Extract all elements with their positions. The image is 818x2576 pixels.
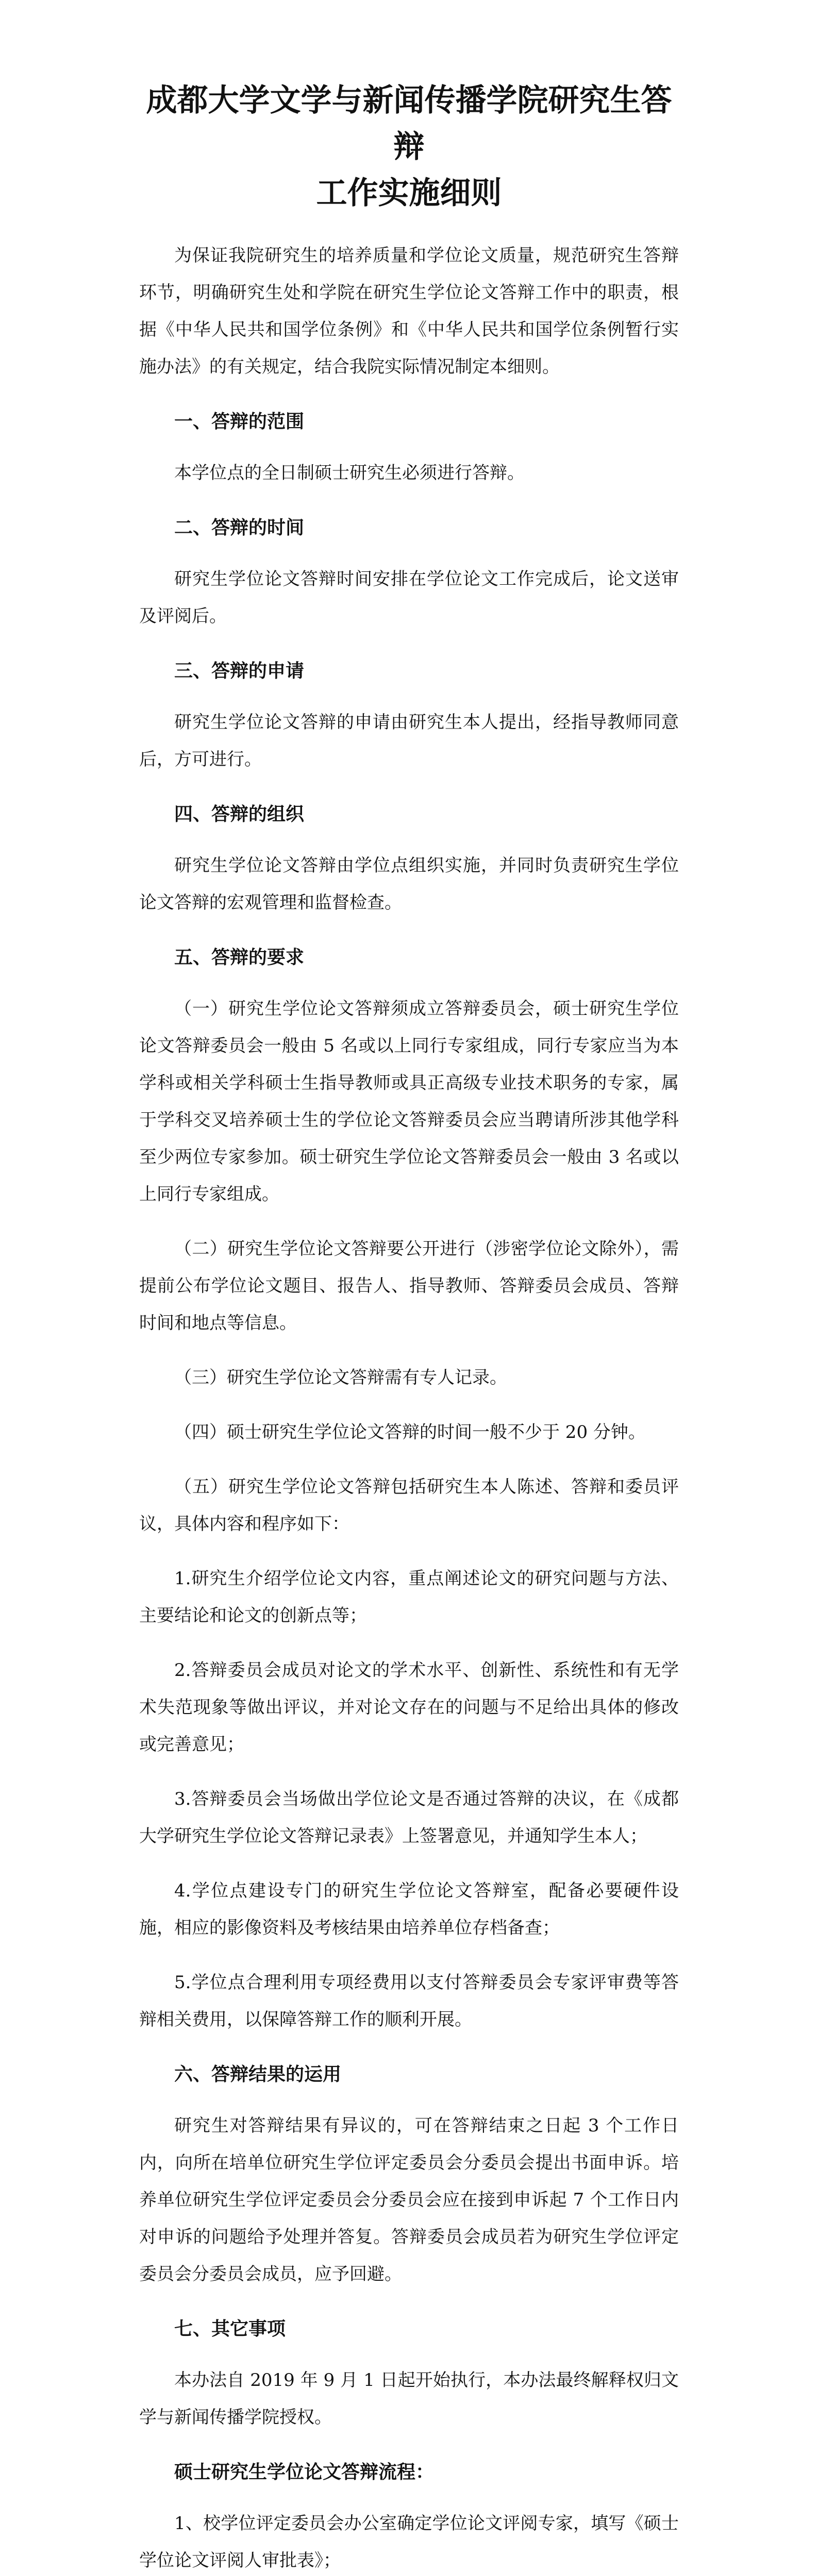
requirement-item: （一）研究生学位论文答辩须成立答辩委员会，硕士研究生学位论文答辩委员会一般由 5 名或以上同行专家组成，同行专家应当为本学科或相关学科硕士生指导教师或具正高级专业技术职务的专家，属于学科交叉培养硕士生的学位论文答辩委员会应当聘请所涉其他学科至少两位专家参加。硕士研究生学位论文答辩委员会一般由 3 名或以上同行专家组成。: [139, 998, 679, 1205]
intro-paragraph: 为保证我院研究生的培养质量和学位论文质量，规范研究生答辩环节，明确研究生处和学院在研究生学位论文答辩工作中的职责，根据《中华人民共和国学位条例》和《中华人民共和国学位条例暂行实施办法》的有关规定，结合我院实际情况制定本细则。: [139, 245, 679, 377]
section-body-application: 研究生学位论文答辩的申请由研究生本人提出，经指导教师同意后，方可进行。: [139, 712, 679, 770]
procedure-step: 4.学位点建设专门的研究生学位论文答辩室，配备必要硬件设施，相应的影像资料及考核结果由培养单位存档备查；: [139, 1880, 679, 1938]
section-heading-scope: 一、答辩的范围: [174, 411, 305, 432]
procedure-step: 2.答辩委员会成员对论文的学术水平、创新性、系统性和有无学术失范现象等做出评议，并对论文存在的问题与不足给出具体的修改或完善意见；: [139, 1660, 679, 1755]
section-heading-requirements: 五、答辩的要求: [174, 946, 305, 968]
section-body-scope: 本学位点的全日制硕士研究生必须进行答辩。: [174, 463, 525, 483]
section-body-organization: 研究生学位论文答辩由学位点组织实施，并同时负责研究生学位论文答辩的宏观管理和监督检查。: [139, 855, 679, 913]
requirement-item: （二）研究生学位论文答辩要公开进行（涉密学位论文除外），需提前公布学位论文题目、报告人、指导教师、答辩委员会成员、答辩时间和地点等信息。: [139, 1239, 679, 1333]
procedure-step: 3.答辩委员会当场做出学位论文是否通过答辩的决议，在《成都大学研究生学位论文答辩记录表》上签署意见，并通知学生本人；: [139, 1789, 679, 1846]
section-heading-other: 七、其它事项: [174, 2318, 286, 2340]
flow-heading: 硕士研究生学位论文答辩流程：: [174, 2461, 435, 2483]
document-title: [139, 77, 679, 216]
section-body-time: 研究生学位论文答辩时间安排在学位论文工作完成后，论文送审及评阅后。: [139, 569, 679, 626]
requirement-item: （四）硕士研究生学位论文答辩的时间一般不少于 20 分钟。: [174, 1422, 646, 1443]
section-heading-organization: 四、答辩的组织: [174, 803, 305, 825]
section-body-results: 研究生对答辩结果有异议的，可在答辩结束之日起 3 个工作日内，向所在培单位研究生学位评定委员会分委员会提出书面申诉。培养单位研究生学位评定委员会分委员会应在接到申诉起 7 个工作日内对申诉的问题给予处理并答复。答辩委员会成员若为研究生学位评定委员会分委员会成员，应予回避。: [139, 2115, 679, 2284]
section-heading-application: 三、答辩的申请: [174, 660, 305, 682]
section-heading-results: 六、答辩结果的运用: [174, 2063, 342, 2085]
requirement-item: （五）研究生学位论文答辩包括研究生本人陈述、答辩和委员评议，具体内容和程序如下：: [139, 1477, 679, 1534]
flow-step: 1、校学位评定委员会办公室确定学位论文评阅专家，填写《硕士学位论文评阅人审批表》；: [139, 2513, 679, 2571]
title-line-2: 工作实施细则: [316, 175, 502, 211]
requirement-item: （三）研究生学位论文答辩需有专人记录。: [174, 1367, 507, 1388]
procedure-step: 1.研究生介绍学位论文内容，重点阐述论文的研究问题与方法、主要结论和论文的创新点等；: [139, 1568, 679, 1626]
section-heading-time: 二、答辩的时间: [174, 517, 305, 538]
procedure-step: 5.学位点合理利用专项经费用以支付答辩委员会专家评审费等答辩相关费用，以保障答辩工作的顺利开展。: [139, 1972, 679, 2030]
title-line-1: 成都大学文学与新闻传播学院研究生答辩: [146, 82, 672, 165]
section-body-other: 本办法自 2019 年 9 月 1 日起开始执行，本办法最终解释权归文学与新闻传播学院授权。: [139, 2370, 679, 2428]
